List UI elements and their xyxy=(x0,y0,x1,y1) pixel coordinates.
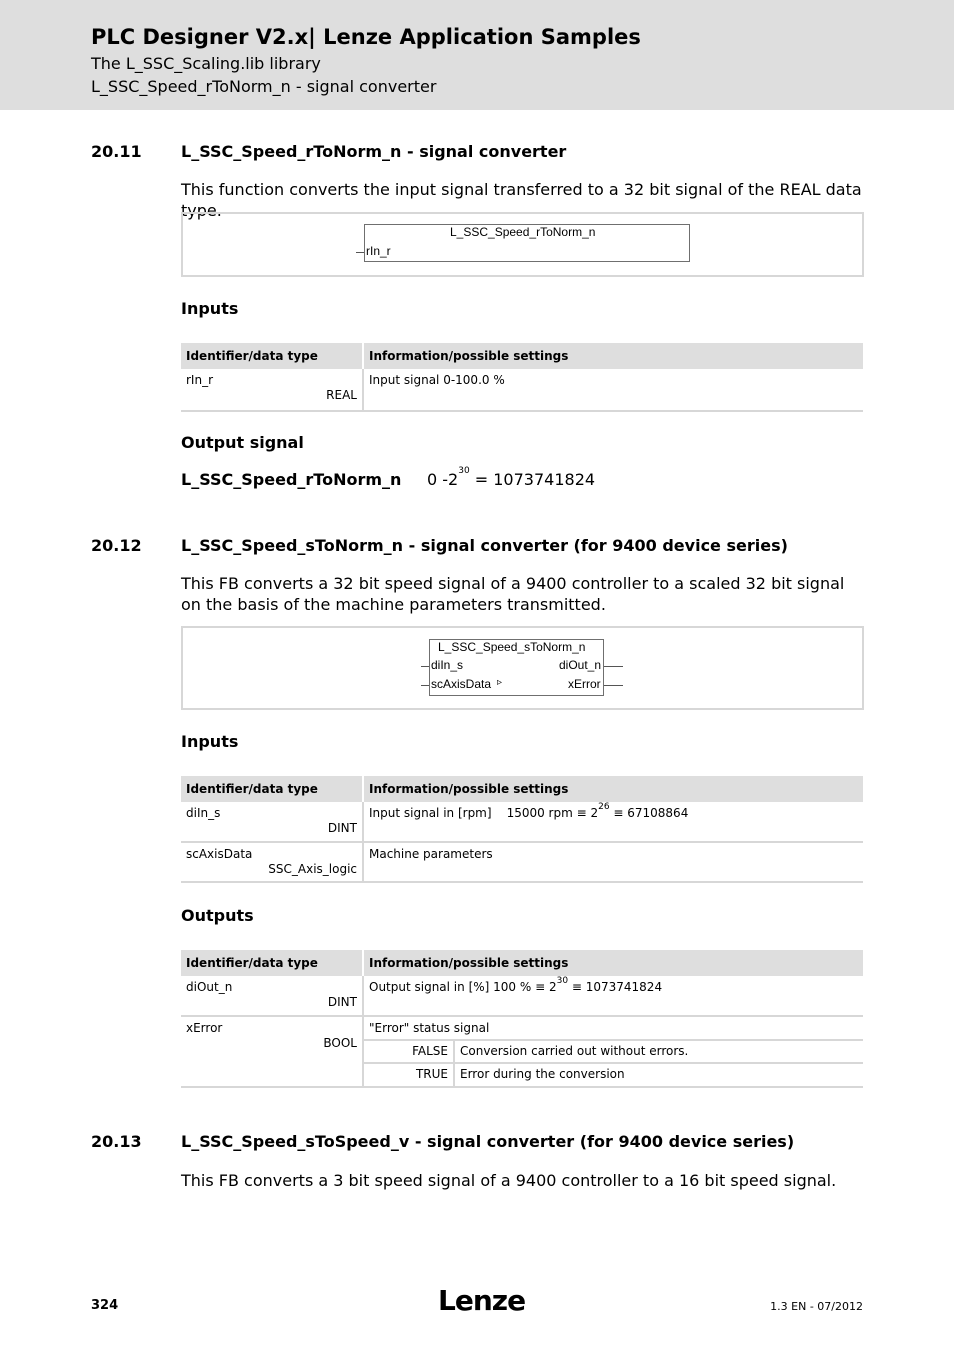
data-type: REAL xyxy=(326,388,357,402)
identifier: diIn_s xyxy=(186,806,221,820)
value-row xyxy=(364,1063,863,1086)
output-pin-label: xError xyxy=(568,677,601,691)
input-pin-label: scAxisData xyxy=(431,677,492,691)
header-chapter: L_SSC_Speed_rToNorm_n - signal converter xyxy=(91,77,437,96)
header-library: The L_SSC_Scaling.lib library xyxy=(91,54,321,73)
identifier-cell xyxy=(181,802,363,842)
table-row xyxy=(181,976,863,1016)
info-text: Input signal in [rpm] xyxy=(369,806,492,820)
column-header: Information/possible settings xyxy=(363,343,863,369)
section-number: 20.11 xyxy=(91,142,142,161)
section-description: This function converts the input signal transferred to a 32 bit signal of the REAL data type. xyxy=(181,180,862,220)
function-block-name: L_SSC_Speed_sToNorm_n xyxy=(438,640,586,654)
data-type: DINT xyxy=(327,995,357,1009)
section-description: This FB converts a 3 bit speed signal of a 9400 controller to a 16 bit speed signal. xyxy=(181,1171,837,1190)
info-exponent: 30 xyxy=(556,976,569,986)
inputs-table xyxy=(181,776,863,883)
column-header: Identifier/data type xyxy=(181,776,363,802)
value-key: TRUE xyxy=(364,1063,454,1086)
outputs-heading: Outputs xyxy=(181,906,254,925)
data-type: SSC_Axis_logic xyxy=(268,862,357,876)
section-title: L_SSC_Speed_rToNorm_n - signal converter xyxy=(181,142,567,161)
info-exponent: 26 xyxy=(598,802,610,812)
info-cell: Machine parameters xyxy=(363,842,863,882)
table-row xyxy=(181,842,863,882)
identifier-cell xyxy=(181,1016,363,1087)
value-description: Error during the conversion xyxy=(454,1063,863,1086)
document-version: 1.3 EN - 07/2012 xyxy=(770,1300,863,1313)
input-pin-label: rIn_r xyxy=(366,244,391,258)
column-header: Identifier/data type xyxy=(181,950,363,976)
identifier: diOut_n xyxy=(186,980,233,994)
value-table xyxy=(364,1039,863,1086)
function-block-name: L_SSC_Speed_rToNorm_n xyxy=(450,225,596,239)
identifier-cell xyxy=(181,369,363,411)
column-header: Information/possible settings xyxy=(363,950,863,976)
section-number: 20.13 xyxy=(91,1132,142,1151)
section-title: L_SSC_Speed_sToNorm_n - signal converter (for 9400 device series) xyxy=(181,536,788,555)
value-row xyxy=(364,1040,863,1063)
column-header: Identifier/data type xyxy=(181,343,363,369)
lenze-logo: Lenze xyxy=(438,1284,526,1317)
column-header: Information/possible settings xyxy=(363,776,863,802)
info-cell xyxy=(363,976,863,1016)
identifier: scAxisData xyxy=(186,847,253,861)
info-text: "Error" status signal xyxy=(369,1021,490,1035)
value-description: Conversion carried out without errors. xyxy=(454,1040,863,1063)
info-cell: Input signal 0-100.0 % xyxy=(363,369,863,411)
inputs-heading: Inputs xyxy=(181,732,239,751)
info-formula: 15000 rpm ≡ 2 xyxy=(506,806,599,820)
output-range-exponent: 30 xyxy=(458,466,470,476)
output-wire xyxy=(604,685,623,686)
input-pin-label: diIn_s xyxy=(431,658,464,672)
data-type: DINT xyxy=(327,821,357,835)
output-heading: Output signal xyxy=(181,433,304,452)
output-range xyxy=(427,466,596,489)
identifier: xError xyxy=(186,1021,223,1035)
info-cell xyxy=(363,802,863,842)
info-value: ≡ 67108864 xyxy=(609,806,689,820)
identifier-cell xyxy=(181,842,363,882)
inputs-table xyxy=(181,343,863,412)
section-number: 20.12 xyxy=(91,536,142,555)
document-title: PLC Designer V2.x| Lenze Application Samples xyxy=(91,25,641,49)
table-header-row xyxy=(181,950,863,976)
page-header xyxy=(0,0,954,110)
section-title: L_SSC_Speed_sToSpeed_v - signal converter (for 9400 device series) xyxy=(181,1132,795,1151)
identifier: rIn_r xyxy=(186,373,214,387)
outputs-table xyxy=(181,950,863,1088)
table-header-row xyxy=(181,776,863,802)
identifier-cell xyxy=(181,976,363,1016)
output-range-base: 0 -2 xyxy=(427,470,459,489)
table-row xyxy=(181,802,863,842)
output-name: L_SSC_Speed_rToNorm_n xyxy=(181,470,402,489)
struct-marker-icon: ▹ xyxy=(497,677,503,688)
table-header-row xyxy=(181,343,863,369)
table-row xyxy=(181,369,863,411)
table-row xyxy=(181,1016,863,1087)
input-wire xyxy=(421,685,429,686)
output-range-value: = 1073741824 xyxy=(469,470,596,489)
output-wire xyxy=(604,666,623,667)
info-text: Output signal in [%] 100 % ≡ 2 xyxy=(369,980,557,994)
info-cell xyxy=(363,1016,863,1087)
info-value: ≡ 1073741824 xyxy=(568,980,663,994)
inputs-heading: Inputs xyxy=(181,299,239,318)
input-wire xyxy=(421,666,429,667)
section-description: This FB converts a 32 bit speed signal of a 9400 controller to a scaled 32 bit signal on the basis of the machine parameters transmitted. xyxy=(181,574,845,614)
page-number: 324 xyxy=(91,1298,119,1313)
output-pin-label: diOut_n xyxy=(559,658,602,672)
input-wire xyxy=(356,252,364,253)
value-key: FALSE xyxy=(364,1040,454,1063)
data-type: BOOL xyxy=(323,1036,357,1050)
